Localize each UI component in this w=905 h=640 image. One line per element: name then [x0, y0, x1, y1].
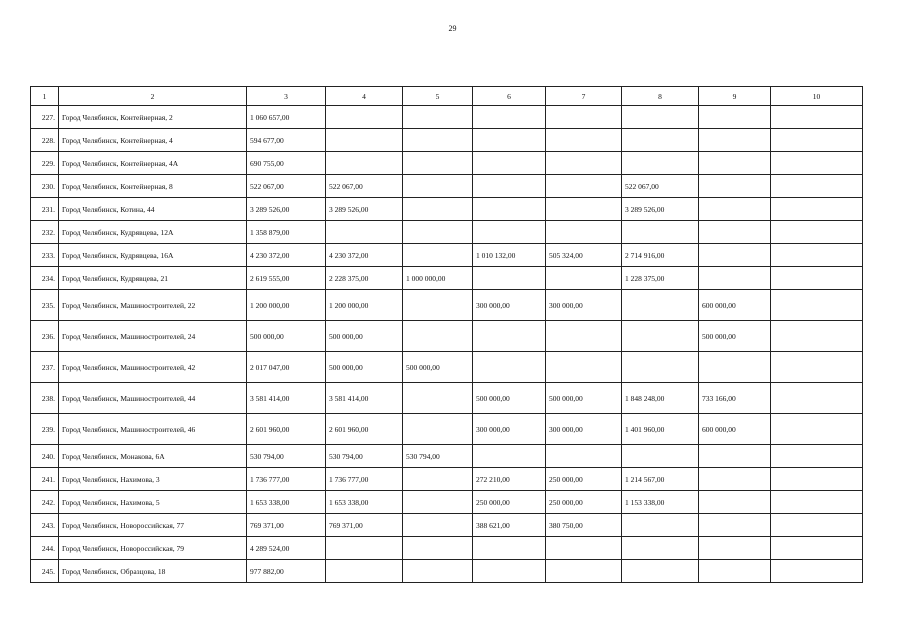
amount-cell: [546, 198, 622, 221]
row-number-cell: 234.: [31, 267, 59, 290]
amount-cell: [699, 106, 771, 129]
amount-cell: 300 000,00: [473, 414, 546, 445]
amount-cell: 388 621,00: [473, 514, 546, 537]
row-number-cell: 242.: [31, 491, 59, 514]
amount-cell: [699, 537, 771, 560]
amount-cell: [473, 537, 546, 560]
amount-cell: 500 000,00: [699, 321, 771, 352]
row-number-cell: 233.: [31, 244, 59, 267]
amount-cell: 1 010 132,00: [473, 244, 546, 267]
row-number-cell: 239.: [31, 414, 59, 445]
amount-cell: 1 358 879,00: [247, 221, 326, 244]
header-cell: 1: [31, 87, 59, 106]
amount-cell: [403, 491, 473, 514]
table-row: [31, 514, 863, 537]
table-row: [31, 221, 863, 244]
amount-cell: [403, 514, 473, 537]
amount-cell: [699, 175, 771, 198]
amount-cell: [699, 221, 771, 244]
table-row: [31, 152, 863, 175]
amount-cell: [699, 244, 771, 267]
header-cell: 7: [546, 87, 622, 106]
amount-cell: 500 000,00: [247, 321, 326, 352]
table-row: [31, 537, 863, 560]
amount-cell: 530 794,00: [247, 445, 326, 468]
header-cell: 8: [622, 87, 699, 106]
amount-cell: [699, 129, 771, 152]
amount-cell: 1 060 657,00: [247, 106, 326, 129]
amount-cell: 522 067,00: [622, 175, 699, 198]
amount-cell: [622, 106, 699, 129]
amount-cell: [473, 129, 546, 152]
amount-cell: [699, 468, 771, 491]
table-row: [31, 267, 863, 290]
amount-cell: [473, 198, 546, 221]
amount-cell: 2 601 960,00: [247, 414, 326, 445]
amount-cell: [771, 414, 863, 445]
amount-cell: [473, 106, 546, 129]
row-number-cell: 241.: [31, 468, 59, 491]
header-cell: 5: [403, 87, 473, 106]
address-cell: Город Челябинск, Образцова, 18: [59, 560, 247, 583]
amount-cell: 600 000,00: [699, 290, 771, 321]
table-row: [31, 244, 863, 267]
amount-cell: 530 794,00: [326, 445, 403, 468]
table-row: [31, 468, 863, 491]
table-row: [31, 491, 863, 514]
table-row: [31, 175, 863, 198]
amount-cell: [473, 560, 546, 583]
address-cell: Город Челябинск, Машиностроителей, 24: [59, 321, 247, 352]
amount-cell: [326, 106, 403, 129]
amount-cell: [771, 383, 863, 414]
amount-cell: 977 882,00: [247, 560, 326, 583]
amount-cell: [771, 491, 863, 514]
amount-cell: 500 000,00: [326, 352, 403, 383]
amount-cell: [403, 129, 473, 152]
amount-cell: 500 000,00: [473, 383, 546, 414]
amount-cell: [546, 152, 622, 175]
row-number-cell: 245.: [31, 560, 59, 583]
amount-cell: [771, 244, 863, 267]
address-cell: Город Челябинск, Монакова, 6А: [59, 445, 247, 468]
amount-cell: 3 289 526,00: [622, 198, 699, 221]
amount-cell: [403, 175, 473, 198]
amount-cell: [546, 321, 622, 352]
amount-cell: [699, 198, 771, 221]
table-row: [31, 290, 863, 321]
amount-cell: [771, 175, 863, 198]
amount-cell: [326, 129, 403, 152]
amount-cell: 1 653 338,00: [326, 491, 403, 514]
amount-cell: 769 371,00: [326, 514, 403, 537]
amount-cell: [699, 152, 771, 175]
amount-cell: [546, 221, 622, 244]
amount-cell: 250 000,00: [473, 491, 546, 514]
amount-cell: [622, 514, 699, 537]
row-number-cell: 230.: [31, 175, 59, 198]
amount-cell: 594 677,00: [247, 129, 326, 152]
amount-cell: [473, 352, 546, 383]
table-row: [31, 414, 863, 445]
row-number-cell: 243.: [31, 514, 59, 537]
amount-cell: 4 230 372,00: [247, 244, 326, 267]
amount-cell: [546, 267, 622, 290]
amount-cell: 1 214 567,00: [622, 468, 699, 491]
amount-cell: [546, 175, 622, 198]
amount-cell: [622, 352, 699, 383]
amount-cell: [771, 514, 863, 537]
amount-cell: [546, 352, 622, 383]
header-cell: 9: [699, 87, 771, 106]
amount-cell: [771, 290, 863, 321]
amount-cell: 1 000 000,00: [403, 267, 473, 290]
table-row: [31, 383, 863, 414]
amount-cell: 250 000,00: [546, 491, 622, 514]
amount-cell: [326, 152, 403, 175]
row-number-cell: 237.: [31, 352, 59, 383]
amount-cell: [403, 244, 473, 267]
amount-cell: [403, 152, 473, 175]
header-cell: 4: [326, 87, 403, 106]
address-cell: Город Челябинск, Нахимова, 3: [59, 468, 247, 491]
amount-cell: 600 000,00: [699, 414, 771, 445]
amount-cell: [473, 267, 546, 290]
amount-cell: [771, 129, 863, 152]
amount-cell: 505 324,00: [546, 244, 622, 267]
amount-cell: [771, 152, 863, 175]
amount-cell: [771, 221, 863, 244]
amount-cell: 300 000,00: [473, 290, 546, 321]
amount-cell: 500 000,00: [326, 321, 403, 352]
table-row: [31, 129, 863, 152]
page-number: 29: [448, 24, 457, 33]
amount-cell: 1 653 338,00: [247, 491, 326, 514]
amount-cell: [546, 129, 622, 152]
address-cell: Город Челябинск, Нахимова, 5: [59, 491, 247, 514]
table-header-row: [31, 87, 863, 106]
amount-cell: [403, 537, 473, 560]
table-row: [31, 321, 863, 352]
amount-cell: [403, 414, 473, 445]
address-cell: Город Челябинск, Контейнерная, 4: [59, 129, 247, 152]
amount-cell: 733 166,00: [699, 383, 771, 414]
amount-cell: [403, 290, 473, 321]
amount-cell: [622, 290, 699, 321]
amount-cell: [771, 267, 863, 290]
address-cell: Город Челябинск, Новороссийская, 79: [59, 537, 247, 560]
amount-cell: [699, 560, 771, 583]
amount-cell: [326, 560, 403, 583]
amount-cell: 1 401 960,00: [622, 414, 699, 445]
amount-cell: 380 750,00: [546, 514, 622, 537]
amount-cell: 250 000,00: [546, 468, 622, 491]
amount-cell: [403, 198, 473, 221]
data-table: [30, 86, 863, 583]
amount-cell: [771, 198, 863, 221]
amount-cell: 300 000,00: [546, 290, 622, 321]
amount-cell: 1 153 338,00: [622, 491, 699, 514]
row-number-cell: 228.: [31, 129, 59, 152]
amount-cell: 522 067,00: [247, 175, 326, 198]
amount-cell: [699, 267, 771, 290]
table-row: [31, 198, 863, 221]
address-cell: Город Челябинск, Кудрявцева, 16А: [59, 244, 247, 267]
amount-cell: 2 601 960,00: [326, 414, 403, 445]
amount-cell: 4 289 524,00: [247, 537, 326, 560]
table-row: [31, 106, 863, 129]
amount-cell: [771, 352, 863, 383]
amount-cell: 530 794,00: [403, 445, 473, 468]
amount-cell: [403, 560, 473, 583]
amount-cell: [622, 221, 699, 244]
row-number-cell: 235.: [31, 290, 59, 321]
amount-cell: [473, 221, 546, 244]
amount-cell: [771, 560, 863, 583]
amount-cell: [546, 445, 622, 468]
address-cell: Город Челябинск, Машиностроителей, 44: [59, 383, 247, 414]
amount-cell: 3 581 414,00: [247, 383, 326, 414]
amount-cell: [473, 152, 546, 175]
amount-cell: [546, 537, 622, 560]
header-cell: 6: [473, 87, 546, 106]
amount-cell: 2 714 916,00: [622, 244, 699, 267]
amount-cell: [622, 560, 699, 583]
address-cell: Город Челябинск, Котина, 44: [59, 198, 247, 221]
amount-cell: 272 210,00: [473, 468, 546, 491]
table-row: [31, 560, 863, 583]
amount-cell: 2 619 555,00: [247, 267, 326, 290]
amount-cell: [546, 560, 622, 583]
amount-cell: 769 371,00: [247, 514, 326, 537]
amount-cell: 300 000,00: [546, 414, 622, 445]
amount-cell: 2 017 047,00: [247, 352, 326, 383]
row-number-cell: 231.: [31, 198, 59, 221]
amount-cell: [403, 221, 473, 244]
amount-cell: [699, 514, 771, 537]
amount-cell: [699, 352, 771, 383]
address-cell: Город Челябинск, Машиностроителей, 46: [59, 414, 247, 445]
amount-cell: [473, 175, 546, 198]
amount-cell: [771, 321, 863, 352]
header-cell: 3: [247, 87, 326, 106]
amount-cell: 3 581 414,00: [326, 383, 403, 414]
amount-cell: [771, 468, 863, 491]
address-cell: Город Челябинск, Контейнерная, 8: [59, 175, 247, 198]
row-number-cell: 240.: [31, 445, 59, 468]
amount-cell: [473, 445, 546, 468]
amount-cell: [403, 383, 473, 414]
header-cell: 10: [771, 87, 863, 106]
amount-cell: 1 848 248,00: [622, 383, 699, 414]
amount-cell: [622, 445, 699, 468]
amount-cell: 1 736 777,00: [247, 468, 326, 491]
amount-cell: 522 067,00: [326, 175, 403, 198]
amount-cell: [403, 106, 473, 129]
amount-cell: 3 289 526,00: [326, 198, 403, 221]
amount-cell: [771, 445, 863, 468]
row-number-cell: 244.: [31, 537, 59, 560]
amount-cell: [622, 537, 699, 560]
amount-cell: [326, 221, 403, 244]
header-cell: 2: [59, 87, 247, 106]
amount-cell: [699, 491, 771, 514]
row-number-cell: 232.: [31, 221, 59, 244]
amount-cell: 1 200 000,00: [326, 290, 403, 321]
row-number-cell: 227.: [31, 106, 59, 129]
row-number-cell: 238.: [31, 383, 59, 414]
amount-cell: [473, 321, 546, 352]
table-row: [31, 352, 863, 383]
address-cell: Город Челябинск, Кудрявцева, 21: [59, 267, 247, 290]
amount-cell: [403, 468, 473, 491]
row-number-cell: 236.: [31, 321, 59, 352]
amount-cell: [622, 152, 699, 175]
amount-cell: 4 230 372,00: [326, 244, 403, 267]
amount-cell: [771, 537, 863, 560]
table-row: [31, 445, 863, 468]
amount-cell: [699, 445, 771, 468]
amount-cell: [326, 537, 403, 560]
amount-cell: 690 755,00: [247, 152, 326, 175]
address-cell: Город Челябинск, Машиностроителей, 42: [59, 352, 247, 383]
amount-cell: 500 000,00: [403, 352, 473, 383]
address-cell: Город Челябинск, Машиностроителей, 22: [59, 290, 247, 321]
address-cell: Город Челябинск, Контейнерная, 2: [59, 106, 247, 129]
amount-cell: [403, 321, 473, 352]
amount-cell: 3 289 526,00: [247, 198, 326, 221]
address-cell: Город Челябинск, Кудрявцева, 12А: [59, 221, 247, 244]
amount-cell: 500 000,00: [546, 383, 622, 414]
amount-cell: 1 736 777,00: [326, 468, 403, 491]
amount-cell: 2 228 375,00: [326, 267, 403, 290]
amount-cell: 1 200 000,00: [247, 290, 326, 321]
row-number-cell: 229.: [31, 152, 59, 175]
amount-cell: [622, 129, 699, 152]
address-cell: Город Челябинск, Контейнерная, 4А: [59, 152, 247, 175]
address-cell: Город Челябинск, Новороссийская, 77: [59, 514, 247, 537]
amount-cell: 1 228 375,00: [622, 267, 699, 290]
amount-cell: [771, 106, 863, 129]
amount-cell: [622, 321, 699, 352]
amount-cell: [546, 106, 622, 129]
